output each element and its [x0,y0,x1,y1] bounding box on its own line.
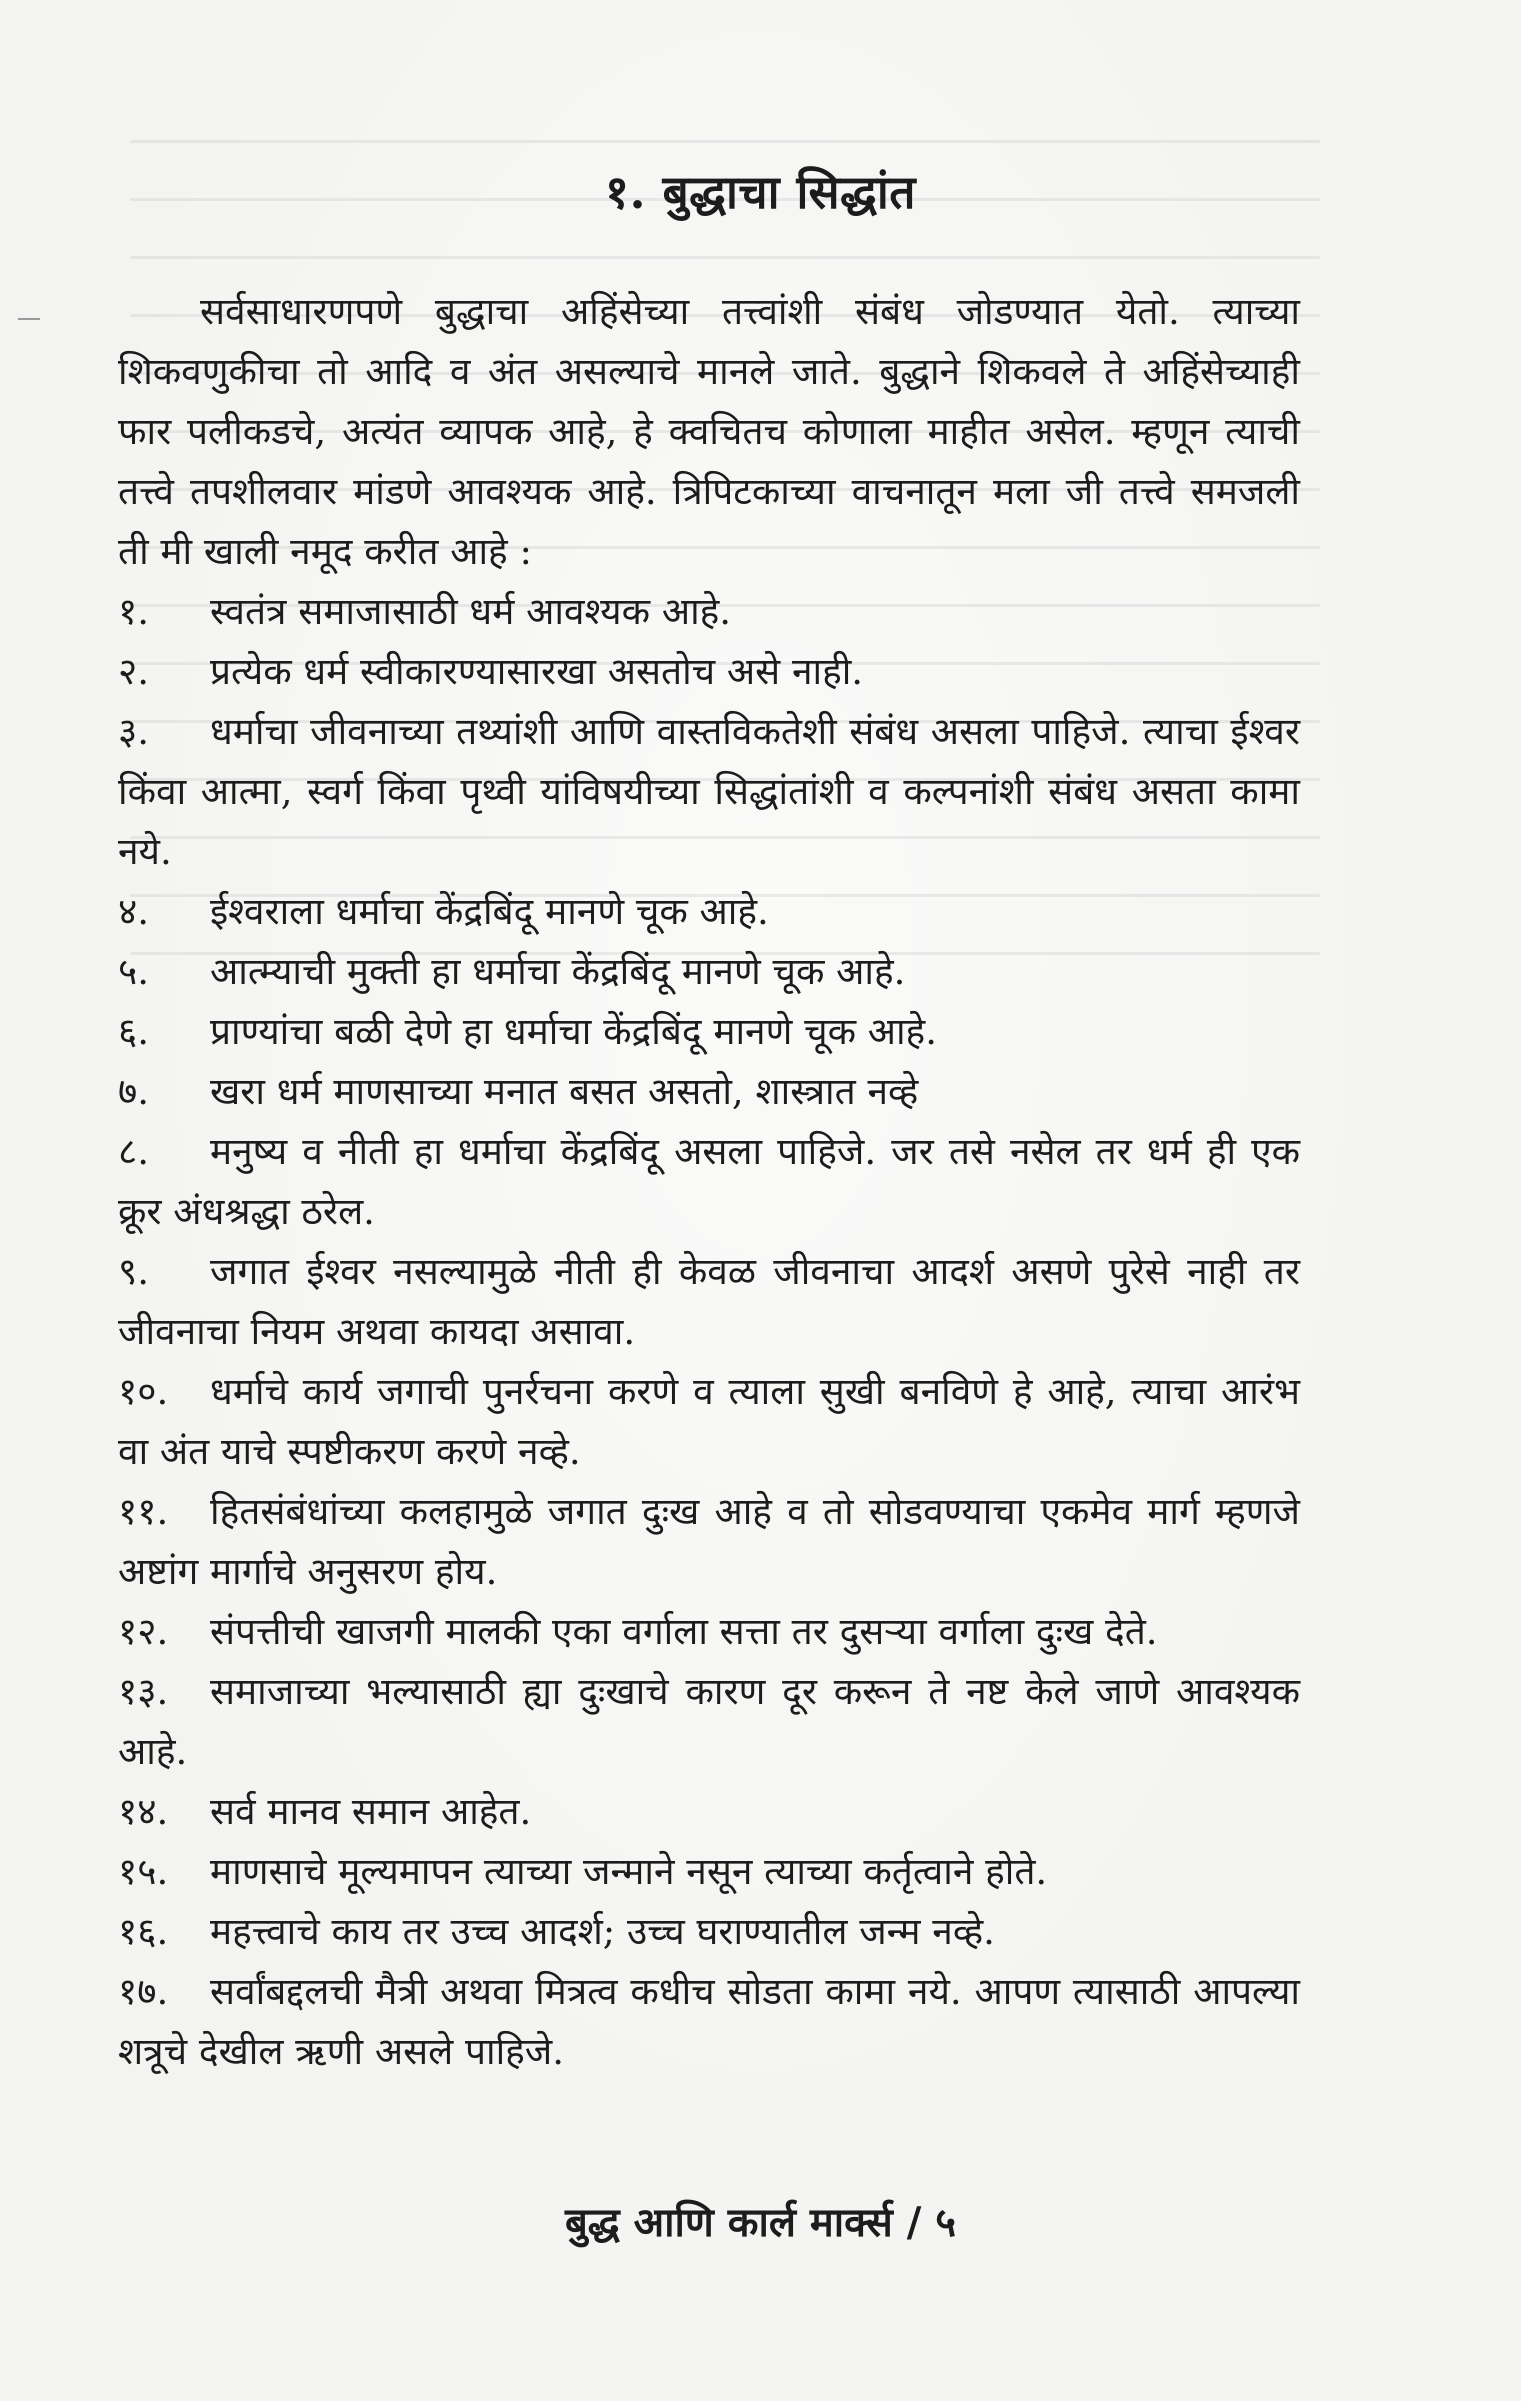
principle-text: सर्वांबद्दलची मैत्री अथवा मित्रत्व कधीच सोडता कामा नये. आपण त्यासाठी आपल्या शत्रूचे देखील ऋणी असले पाहिजे. [118,1970,1300,2073]
principle-number: १०. [118,1370,169,1413]
principle-number: १३. [118,1670,169,1713]
principle-number: १६. [118,1910,169,1953]
principle-item [118,1662,1300,1782]
principle-number: ६. [118,1010,150,1053]
page-footer: बुद्ध आणि कार्ल मार्क्स / ५ [564,2199,957,2246]
principle-item [118,1902,1300,1962]
principle-item [118,1602,1300,1662]
principle-item [118,1362,1300,1482]
principle-number: ४. [118,890,150,933]
margin-mark [18,318,40,320]
intro-paragraph: सर्वसाधारणपणे बुद्धाचा अहिंसेच्या तत्त्वांशी संबंध जोडण्यात येतो. त्याच्या शिकवणुकीचा तो आदि व अंत असल्याचे मानले जाते. बुद्धाने शिकवले ते अहिंसेच्याही फार पलीकडचे, अत्यंत व्यापक आहे, हे क्वचितच कोणाला माहीत असेल. म्हणून त्याची तत्त्वे तपशीलवार मांडणे आवश्यक आहे. त्रिपिटकाच्या वाचनातून मला जी तत्त्वे समजली ती मी खाली नमूद करीत आहे : [118,290,1300,573]
principle-text: माणसाचे मूल्यमापन त्याच्या जन्माने नसून त्याच्या कर्तृत्वाने होते. [210,1850,1048,1893]
principle-text: सर्व मानव समान आहेत. [210,1790,532,1833]
principle-text: ईश्वराला धर्माचा केंद्रबिंदू मानणे चूक आहे. [210,890,769,933]
principle-number: ७. [118,1070,150,1113]
chapter-body [118,282,1300,2082]
principle-item [118,1242,1300,1362]
principle-number: १७. [118,1970,169,2013]
principle-text: समाजाच्या भल्यासाठी ह्या दुःखाचे कारण दूर करून ते नष्ट केले जाणे आवश्यक आहे. [118,1670,1300,1773]
principle-number: ५. [118,950,150,993]
principle-text: धर्माचा जीवनाच्या तथ्यांशी आणि वास्तविकतेशी संबंध असला पाहिजे. त्याचा ईश्वर किंवा आत्मा, स्वर्ग किंवा पृथ्वी यांविषयीच्या सिद्धांतांशी व कल्पनांशी संबंध असता कामा नये. [118,710,1300,873]
principle-number: १५. [118,1850,169,1893]
principles-list [118,582,1300,2082]
principle-item [118,582,1300,642]
principle-text: स्वतंत्र समाजासाठी धर्म आवश्यक आहे. [210,590,732,633]
principle-number: ९. [118,1250,150,1293]
principle-item [118,882,1300,942]
principle-number: ११. [118,1490,169,1533]
principle-text: प्रत्येक धर्म स्वीकारण्यासारखा असतोच असे नाही. [210,650,864,693]
principle-number: १. [118,590,150,633]
principle-text: हितसंबंधांच्या कलहामुळे जगात दुःख आहे व तो सोडवण्याचा एकमेव मार्ग म्हणजे अष्टांग मार्गाचे अनुसरण होय. [118,1490,1300,1593]
principle-number: १४. [118,1790,169,1833]
principle-text: संपत्तीची खाजगी मालकी एका वर्गाला सत्ता तर दुसऱ्या वर्गाला दुःख देते. [210,1610,1158,1653]
principle-item [118,1122,1300,1242]
principle-text: धर्माचे कार्य जगाची पुनर्रचना करणे व त्याला सुखी बनविणे हे आहे, त्याचा आरंभ वा अंत याचे स्पष्टीकरण करणे नव्हे. [118,1370,1300,1473]
principle-number: १२. [118,1610,169,1653]
principle-item [118,942,1300,1002]
principle-item [118,702,1300,882]
principle-item [118,1482,1300,1602]
principle-text: महत्त्वाचे काय तर उच्च आदर्श; उच्च घराण्यातील जन्म नव्हे. [210,1910,995,1953]
principle-text: खरा धर्म माणसाच्या मनात बसत असतो, शास्त्रात नव्हे [210,1070,919,1113]
principle-text: आत्म्याची मुक्ती हा धर्माचा केंद्रबिंदू मानणे चूक आहे. [210,950,906,993]
principle-number: २. [118,650,150,693]
principle-text: मनुष्य व नीती हा धर्माचा केंद्रबिंदू असला पाहिजे. जर तसे नसेल तर धर्म ही एक क्रूर अंधश्रद्धा ठरेल. [118,1130,1300,1233]
principle-item [118,1062,1300,1122]
principle-number: ३. [118,710,150,753]
principle-item [118,1962,1300,2082]
principle-item [118,642,1300,702]
principle-item [118,1842,1300,1902]
principle-item [118,1002,1300,1062]
chapter-title: १. बुद्धाचा सिद्धांत [605,165,916,219]
principle-text: जगात ईश्वर नसल्यामुळे नीती ही केवळ जीवनाचा आदर्श असणे पुरेसे नाही तर जीवनाचा नियम अथवा कायदा असावा. [118,1250,1300,1353]
principle-text: प्राण्यांचा बळी देणे हा धर्माचा केंद्रबिंदू मानणे चूक आहे. [210,1010,937,1053]
principle-item [118,1782,1300,1842]
principle-number: ८. [118,1130,150,1173]
